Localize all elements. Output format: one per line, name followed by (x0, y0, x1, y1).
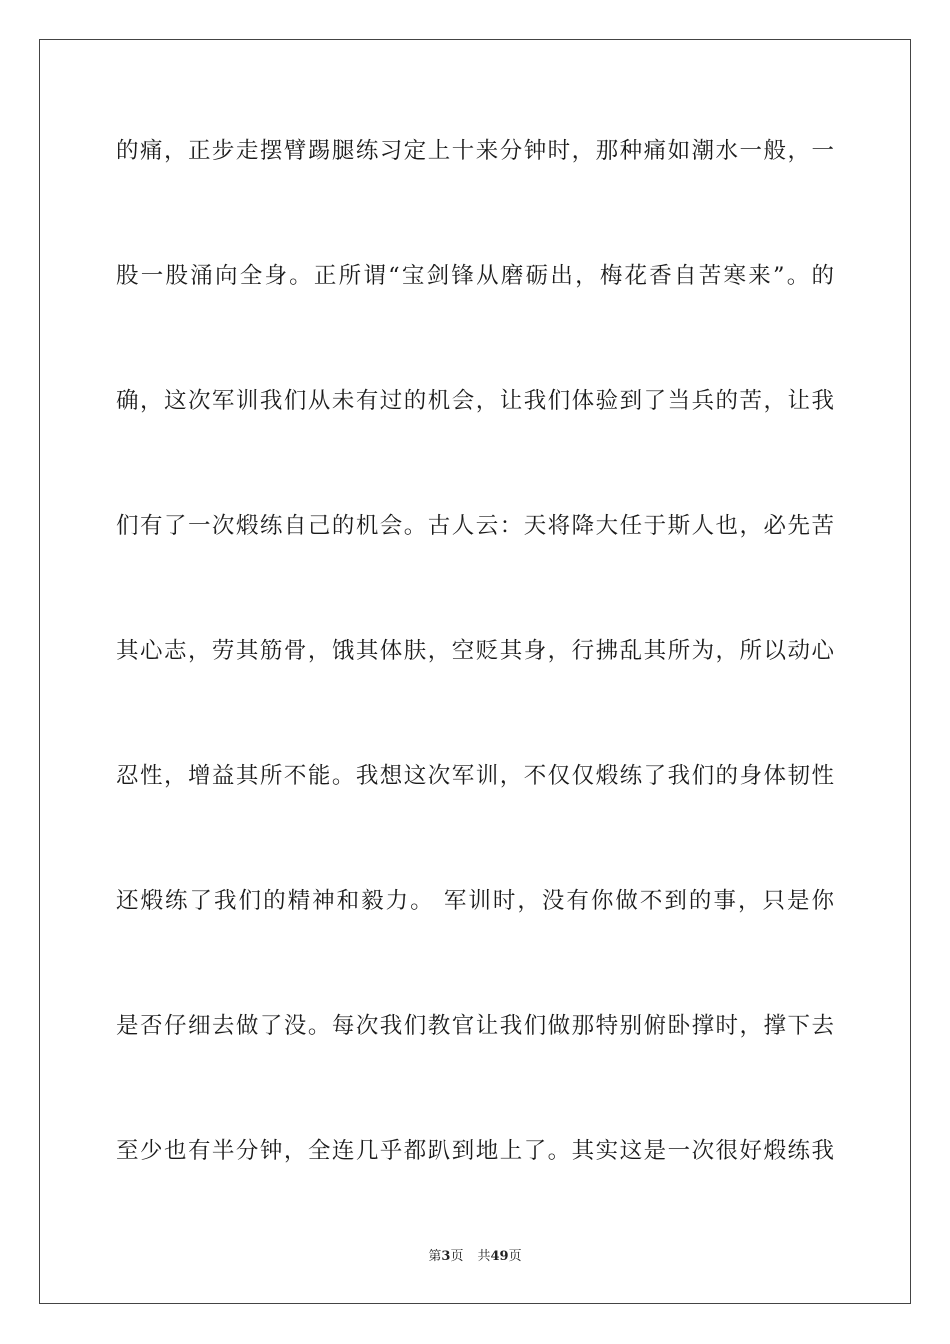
text-line-1: 的痛，正步走摆臂踢腿练习定上十来分钟时，那种痛如潮水一般，一 (116, 138, 834, 164)
total-prefix: 共 (477, 1249, 491, 1264)
total-pages-indicator (477, 1249, 521, 1264)
page-prefix: 第 (428, 1249, 442, 1264)
page-footer (0, 1248, 950, 1266)
text-line-2: 股一股涌向全身。正所谓“宝剑锋从磨砺出，梅花香自苦寒来”。的 (116, 263, 834, 289)
page-suffix: 页 (450, 1249, 464, 1264)
document-body (116, 115, 834, 1240)
text-line-6: 忍性，增益其所不能。我想这次军训，不仅仅煅练了我们的身体韧性 (116, 763, 834, 789)
text-line-5: 其心志，劳其筋骨，饿其体肤，空贬其身，行拂乱其所为，所以动心 (116, 638, 834, 664)
text-line-9: 至少也有半分钟，全连几乎都趴到地上了。其实这是一次很好煅练我 (116, 1138, 834, 1164)
text-line-3: 确，这次军训我们从未有过的机会，让我们体验到了当兵的苦，让我 (116, 388, 834, 414)
text-line-7: 还煅练了我们的精神和毅力。 军训时，没有你做不到的事，只是你 (116, 888, 834, 914)
text-line-8: 是否仔细去做了没。每次我们教官让我们做那特别俯卧撑时，撑下去 (116, 1013, 834, 1039)
total-pages: 49 (490, 1249, 509, 1264)
page-number: 3 (441, 1249, 451, 1264)
text-line-4: 们有了一次煅练自己的机会。古人云：天将降大任于斯人也，必先苦 (116, 513, 834, 539)
total-suffix: 页 (508, 1249, 522, 1264)
page-indicator (428, 1249, 463, 1264)
